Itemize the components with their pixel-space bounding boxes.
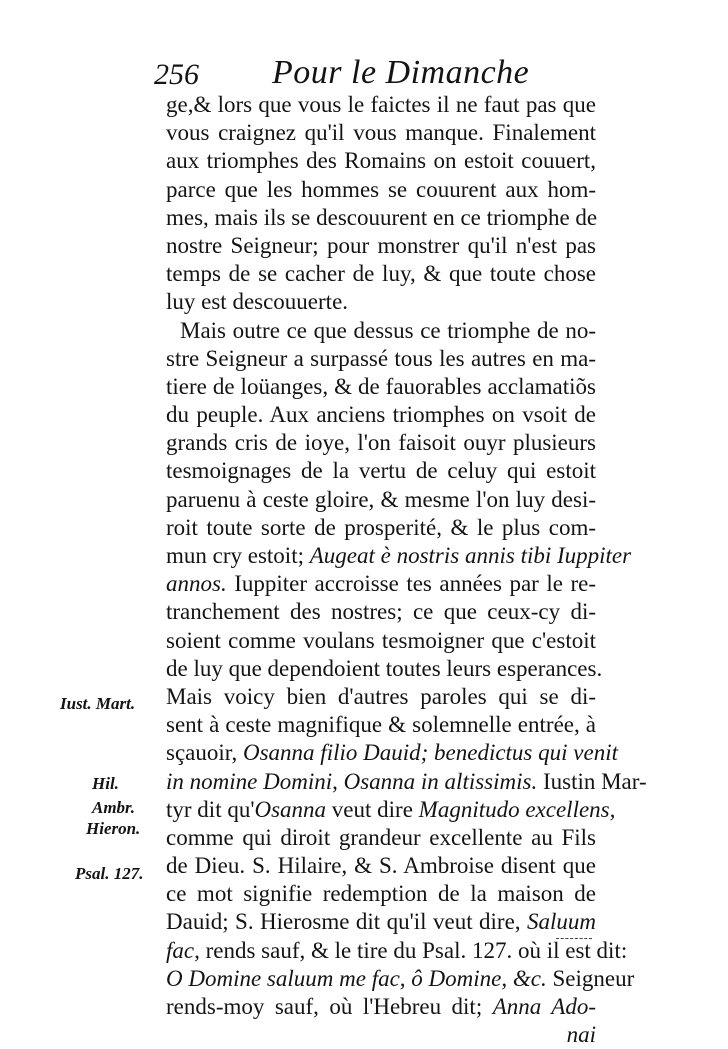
text-line: grands cris de ioye, l'on faisoit ouyr plusieurs [166, 430, 596, 456]
text-line: sent à ceste magnifique & solemnelle entrée, à [166, 712, 596, 738]
text-line: ge,& lors que vous le faictes il ne faut pas que [166, 92, 596, 117]
margin-note: Iust. Mart. [60, 694, 136, 713]
running-title: Pour le Dimanche [272, 54, 530, 91]
margin-note: Hieron. [86, 819, 141, 838]
latin-quote: Magnitudo excellens, [418, 796, 616, 822]
text-line: aux triomphes des Romains on estoit couuert, [166, 148, 596, 174]
text-line: roit toute sorte de prosperité, & le plus com- [166, 514, 596, 540]
text-line: tiere de loüanges, & de fauorables acclamatiõs [166, 373, 596, 399]
text-line: Dauid; S. Hierosme dit qu'il veut dire, Saluum [166, 909, 596, 935]
text-line: stre Seigneur a surpassé tous les autres en ma- [166, 345, 596, 371]
paragraph-start-line: Mais outre ce que dessus ce triomphe de no- [180, 317, 596, 343]
text-line: luy est descouuerte. [166, 289, 349, 315]
latin-quote: O Domine saluum me fac, ô Domine, &c. [166, 965, 547, 991]
margin-note: Psal. 127. [75, 864, 144, 883]
page-header [150, 52, 600, 92]
text-line: parce que les hommes se couurent aux hom- [166, 176, 596, 202]
catchword: nai [566, 1022, 596, 1048]
text-line: nostre Seigneur; pour monstrer qu'il n'est pas [166, 232, 596, 258]
text-line: de Dieu. S. Hilaire, & S. Ambroise disent que [166, 853, 596, 879]
latin-quote: fac, [166, 937, 200, 963]
text-line: tranchement des nostres; ce que ceux-cy di- [166, 599, 596, 625]
body-text [166, 91, 647, 1049]
text-line: rends-moy sauf, où l'Hebreu dit; Anna Ado- [166, 994, 597, 1019]
latin-quote: annos. [166, 571, 227, 597]
margin-note: Hil. [92, 774, 119, 793]
latin-quote: Augeat è nostris annis tibi Iuppiter [309, 543, 632, 568]
latin-quote: Osanna [254, 796, 327, 822]
text-line: ce mot signifie redemption de la maison de [166, 881, 596, 907]
text-line: comme qui diroit grandeur excellente au Fils [166, 824, 596, 850]
text-line: de luy que dependoient toutes leurs esperances. [166, 655, 603, 681]
catchword-rule [556, 938, 592, 939]
text-line: vous craignez qu'il vous manque. Finalement [166, 120, 596, 146]
text-line: annos. Iuppiter accroisse tes années par le re- [166, 571, 596, 597]
latin-quote: Anna Ado- [492, 994, 597, 1019]
page-number: 256 [154, 58, 199, 91]
text-line: O Domine saluum me fac, ô Domine, &c. Seigneur [166, 965, 635, 991]
text-line: in nomine Domini, Osanna in altissimis. Iustin Mar- [166, 768, 647, 794]
latin-quote: Saluum [527, 909, 596, 935]
text-line: tyr dit qu'Osanna veut dire Magnitudo excellens, [166, 796, 616, 822]
text-line: Mais voicy bien d'autres paroles qui se di- [166, 683, 596, 709]
text-line: mes, mais ils se descouurent en ce triomphe de [166, 204, 598, 230]
text-line: tesmoignages de la vertu de celuy qui estoit [166, 458, 596, 484]
text-line: du peuple. Aux anciens triomphes on vsoit de [166, 402, 596, 428]
text-line: soient comme voulans tesmoigner que c'estoit [166, 627, 596, 653]
latin-quote: Osanna filio Dauid; benedictus qui venit [243, 740, 618, 766]
text-line: mun cry estoit; Augeat è nostris annis tibi Iuppiter [166, 543, 632, 568]
text-line: fac, rends sauf, & le tire du Psal. 127. où il est dit: [166, 937, 628, 963]
text-line: paruenu à ceste gloire, & mesme l'on luy desi- [166, 486, 596, 512]
text-line: temps de se cacher de luy, & que toute chose [166, 261, 596, 287]
text-line: sçauoir, Osanna filio Dauid; benedictus qui venit [166, 740, 618, 766]
latin-quote: in nomine Domini, Osanna in altissimis. [166, 768, 538, 794]
margin-note: Ambr. [92, 798, 135, 817]
